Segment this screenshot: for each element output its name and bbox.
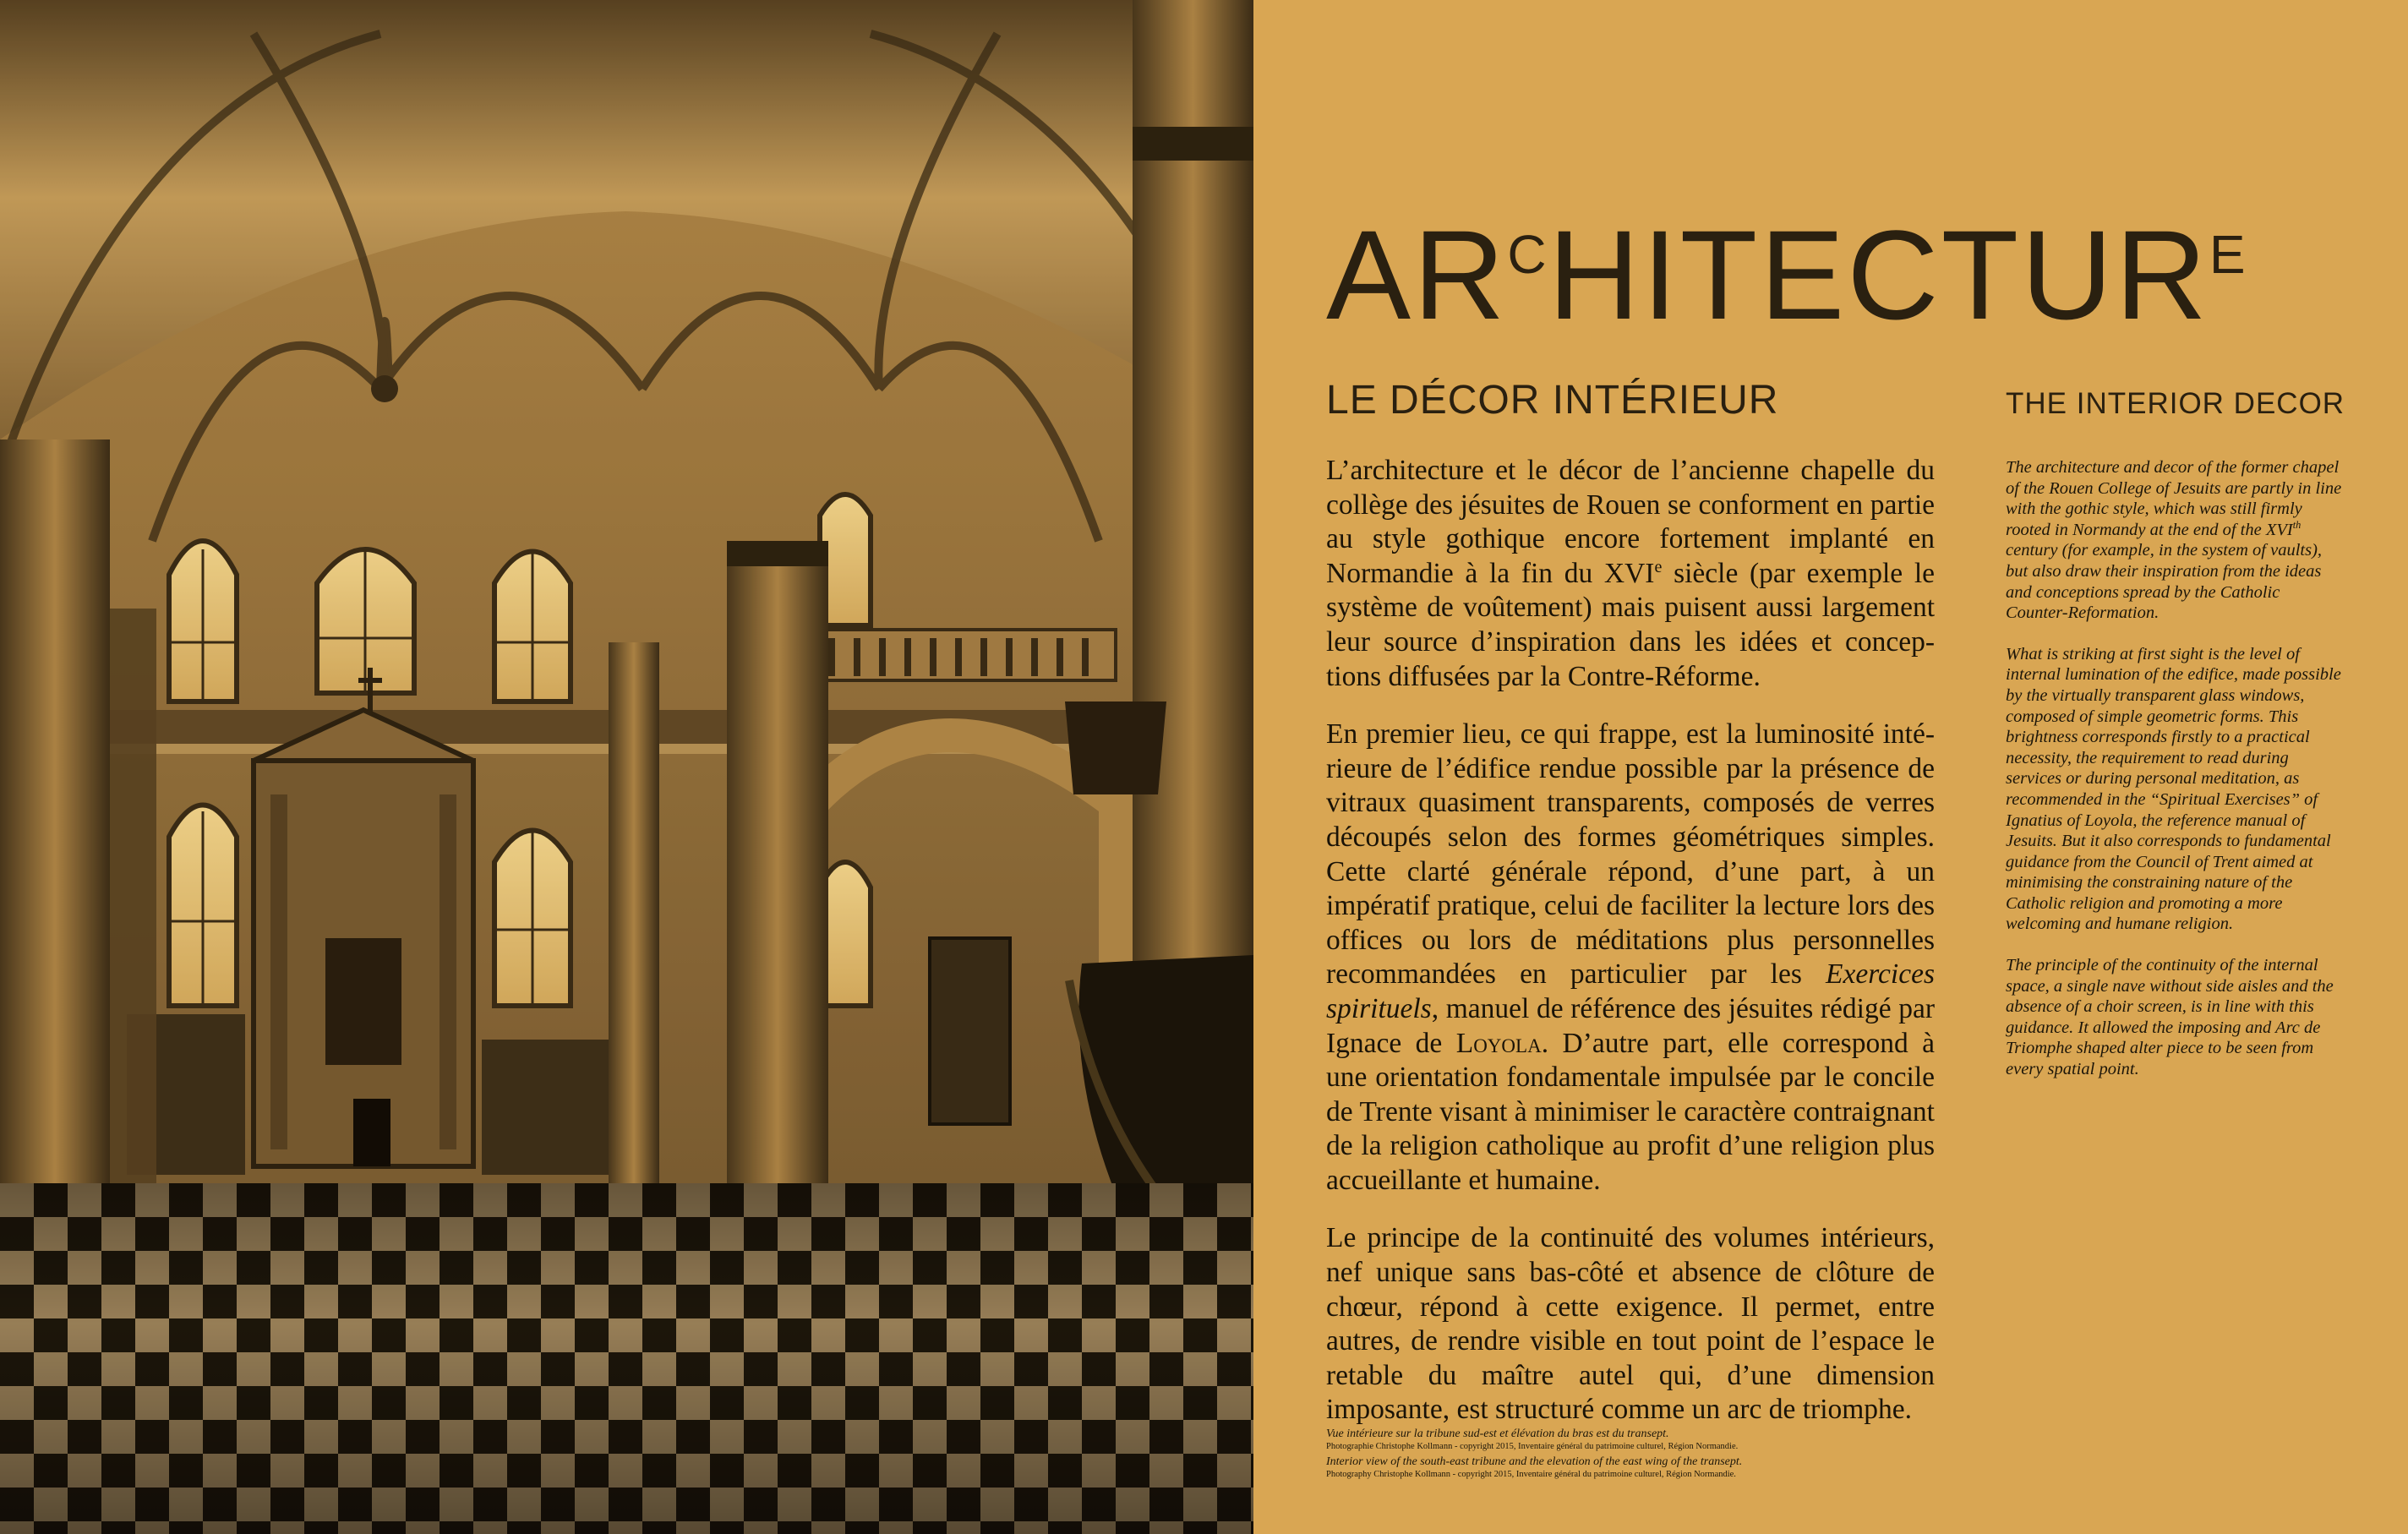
caption-french-credit: Photographie Christophe Kollmann - copyright 2015, Inventaire général du patrimoine culturel, Région Normandie. [1326,1442,1739,1451]
caption-english: Interior view of the south-east tribune and the elevation of the east wing of the transept. [1326,1455,1743,1468]
caption-english-credit: Photography Christophe Kollmann - copyright 2015, Inventaire général du patrimoine culturel, Région Normandie. [1326,1470,1736,1479]
french-paragraph-3: Le principe de la continuité des volumes intérieurs, nef unique sans bas-côté et absence de clôture de chœur, répond à cette exigence. Il permet, entre autres, de rendre visible en tout point de l’espace le retable du maître autel qui, d’une dimension imposante, est structuré comme un arc de triomphe. [1326,1222,1935,1426]
english-paragraph-3: The principle of the continuity of the internal space, a single nave without side aisles and the absence of a choir screen, is in line with this guidance. It allowed the imposing and Arc de Triomphe shaped alter piece to be seen from every spatial point. [2006,956,2334,1079]
french-paragraph-2: En premier lieu, ce qui frappe, est la luminosité intérieure de l’édifice rendue possible par la présence de vitraux quasiment transparents, composés de verres découpés selon des formes géométriques simples. Cette clarté générale répond, d’une part, à un impératif pratique, celui de faciliter la lecture lors des offices ou lors de méditations plus personnelles recommandées en particulier par les Exercices spirituels, manuel de référence des jésuites rédigé par Ignace de Loyola. D’autre part, elle correspond à une orientation fondamentale impulsée par le concile de Trente visant à minimiser le caractère contraignant de la religion catholique au profit d’une religion plus accueillante et humaine. [1326,718,1935,1196]
text-panel [1253,0,2408,1534]
page-title: $AR^CHITECTUR^E$ [1326,204,2247,346]
english-text-column [2006,457,2344,1100]
subtitle-french: LE DÉCOR INTÉRIEUR [1326,378,1779,423]
english-paragraph-2: What is striking at first sight is the level of internal lumination of the edifice, made possible by the virtually transparent glass windows, composed of simple geometric forms. This brightness corresponds firstly to a practical necessity, the requirement to read during services or during personal meditation, as recommended in the “Spiritual Exercises” of Ignatius of Loyola, the reference manual of Jesuits. But it also corresponds to fundamental guidance from the Council of Trent aimed at minimising the constraining nature of the Catholic religion and promoting a more welcoming and humane religion. [2006,644,2341,934]
french-text-column [1326,454,1935,1451]
caption-french: Vue intérieure sur la tribune sud-est et élévation du bras est du transept. [1326,1428,1669,1440]
english-paragraph-1: The architecture and decor of the former chapel of the Rouen College of Jesuits are partly in line with the gothic style, which was still firmly rooted in Normandy at the end of the XVIth century (for example, in the system of vaults), but also draw their inspiration from the ideas and conceptions spread by the Catholic Counter-Reformation. [2006,458,2342,623]
subtitle-english: THE INTERIOR DECOR [2006,387,2345,420]
french-paragraph-1: L’architecture et le décor de l’ancienne chapelle du collège des jésuites de Rouen se conforment en partie au style gothique encore fortement implanté en Normandie à la fin du XVIe siècle (par exemple le système de voûtement) mais puisent aussi largement leur source d’inspiration dans les idées et conceptions diffusées par la Contre-Réforme. [1326,455,1935,692]
photo-caption [1326,1427,1935,1482]
